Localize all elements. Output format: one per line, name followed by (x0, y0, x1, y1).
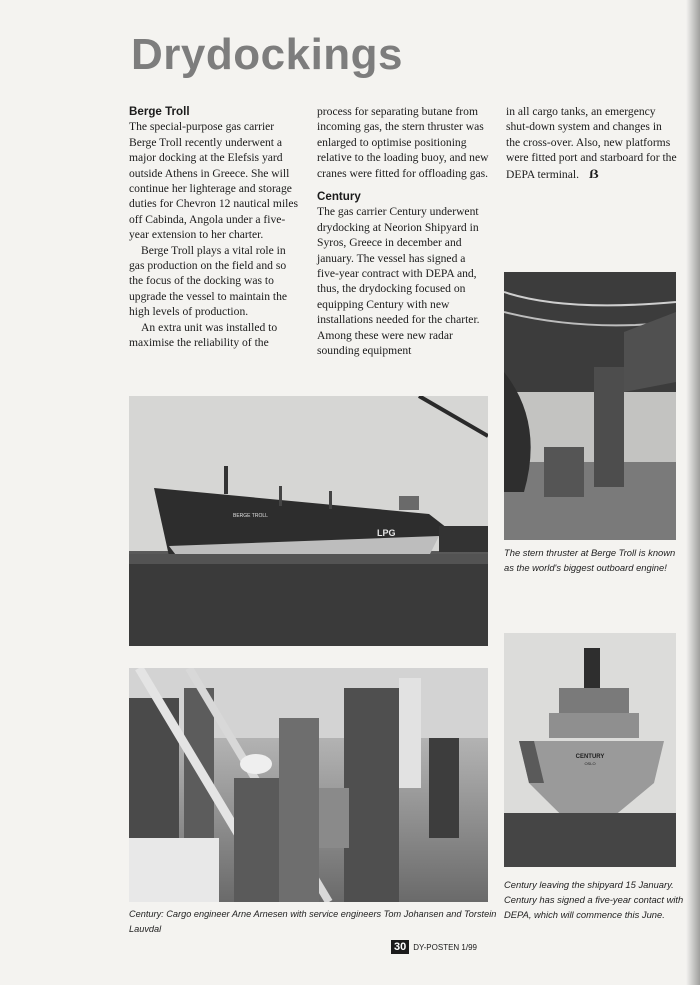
tanker-illustration (129, 396, 488, 646)
paragraph: Berge Troll plays a vital role in gas production on the field and so the focus of the docking was to upgrade the vessel to maintain the high levels of production. (129, 243, 288, 319)
bow-name-label: CENTURY (575, 754, 605, 760)
paragraph-text: in all cargo tanks, an emergency shut-down system and changes in the cross-over. Also, new platforms were fitted port and starboard for the DEPA terminal. (506, 105, 677, 181)
caption-engineers: Century: Cargo engineer Arne Arnesen with service engineers Tom Johansen and Torstein Lauvdal (129, 909, 497, 934)
engineers-illustration (129, 668, 488, 902)
photo-stern-thruster (504, 272, 676, 540)
text-column-2 (317, 104, 489, 359)
page-number: 30 (391, 940, 409, 954)
text-column-1 (129, 104, 301, 351)
hull-mark-label: LPG (377, 528, 396, 538)
bow-port-label: OSLO (584, 761, 596, 766)
section-heading-century: Century (317, 190, 361, 204)
text-column-3 (506, 104, 678, 182)
hull-name-label: BERGE TROLL (233, 513, 268, 519)
end-mark-icon: ẞ (589, 165, 599, 181)
page-title: Drydockings (131, 30, 404, 79)
caption-stern-thruster: The stern thruster at Berge Troll is known as the world's biggest outboard engine! (504, 547, 676, 573)
paragraph: The special-purpose gas carrier Berge Troll recently underwent a major docking at the Elefsis yard outside Athens in Greece. She will continue her lighterage and storage duties for Chevron 12 nautical miles off Cabinda, Angola under a five-year extension to her charter. (129, 120, 299, 242)
section-heading-berge-troll: Berge Troll (129, 105, 190, 118)
photo-century (504, 633, 676, 867)
paragraph: An extra unit was installed to maximise the reliability of the (129, 320, 278, 350)
paragraph: process for separating butane from incoming gas, the stern thruster was enlarged to optimise positioning relative to the loading buoy, and new cranes were fitted for offloading gas. (317, 105, 489, 180)
caption-century: Century leaving the shipyard 15 January. Century has signed a five-year contact with DEPA, which will commence this June. (504, 879, 684, 920)
stern-thruster-illustration (504, 272, 676, 540)
photo-berge-troll (129, 396, 488, 646)
photo-engineers (129, 668, 488, 902)
century-ship-illustration (504, 633, 676, 867)
paragraph: The gas carrier Century underwent drydocking at Neorion Shipyard in Syros, Greece in december and january. The vessel has signed a five-year contract with DEPA and, thus, the drydocking focused on equipping Century with new installations needed for the charter. Among these were new radar sounding equipment (317, 205, 480, 358)
publication-name: DY-POSTEN 1/99 (413, 942, 477, 952)
page-edge-shadow (686, 0, 700, 985)
page-footer (391, 940, 477, 954)
paragraph (506, 104, 678, 182)
